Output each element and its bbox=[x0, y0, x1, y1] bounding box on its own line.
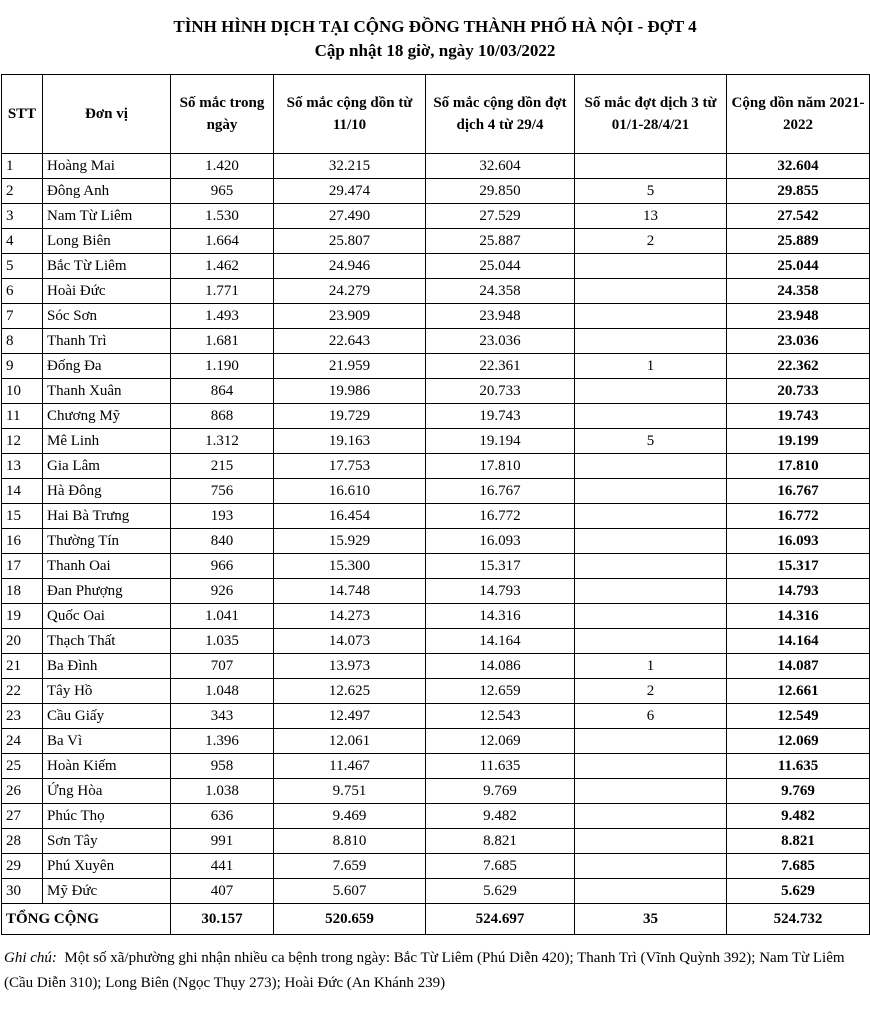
cell-stt: 15 bbox=[2, 504, 43, 529]
cell-wave3 bbox=[575, 804, 727, 829]
cell-since-1110: 19.986 bbox=[274, 379, 426, 404]
cell-wave4: 9.482 bbox=[426, 804, 575, 829]
cell-daily: 840 bbox=[171, 529, 274, 554]
cell-since-1110: 8.810 bbox=[274, 829, 426, 854]
cell-total: 25.044 bbox=[727, 254, 870, 279]
table-row bbox=[2, 779, 870, 804]
cell-daily: 756 bbox=[171, 479, 274, 504]
cell-since-1110: 12.061 bbox=[274, 729, 426, 754]
cell-unit: Thanh Trì bbox=[43, 329, 171, 354]
table-row bbox=[2, 579, 870, 604]
cell-stt: 22 bbox=[2, 679, 43, 704]
cell-unit: Bắc Từ Liêm bbox=[43, 254, 171, 279]
cell-wave4: 19.743 bbox=[426, 404, 575, 429]
cell-since-1110: 19.163 bbox=[274, 429, 426, 454]
cell-unit: Hoài Đức bbox=[43, 279, 171, 304]
header-total: Cộng dồn năm 2021-2022 bbox=[727, 75, 870, 154]
cell-unit: Sơn Tây bbox=[43, 829, 171, 854]
cell-unit: Nam Từ Liêm bbox=[43, 204, 171, 229]
cell-wave3 bbox=[575, 329, 727, 354]
table-body bbox=[2, 154, 870, 904]
cell-daily: 707 bbox=[171, 654, 274, 679]
footnote-label: Ghi chú: bbox=[4, 950, 57, 966]
cell-unit: Cầu Giấy bbox=[43, 704, 171, 729]
cell-wave4: 23.036 bbox=[426, 329, 575, 354]
cell-daily: 1.493 bbox=[171, 304, 274, 329]
cell-stt: 25 bbox=[2, 754, 43, 779]
header-wave3: Số mắc đợt dịch 3 từ 01/1-28/4/21 bbox=[575, 75, 727, 154]
cell-daily: 958 bbox=[171, 754, 274, 779]
cell-unit: Ứng Hòa bbox=[43, 779, 171, 804]
cell-total: 16.772 bbox=[727, 504, 870, 529]
cell-wave4: 16.772 bbox=[426, 504, 575, 529]
cell-wave4: 20.733 bbox=[426, 379, 575, 404]
cell-stt: 5 bbox=[2, 254, 43, 279]
cell-total: 14.793 bbox=[727, 579, 870, 604]
cell-stt: 24 bbox=[2, 729, 43, 754]
cell-total: 14.164 bbox=[727, 629, 870, 654]
cell-unit: Hoàng Mai bbox=[43, 154, 171, 179]
cell-wave4: 15.317 bbox=[426, 554, 575, 579]
table-row bbox=[2, 604, 870, 629]
table-row bbox=[2, 829, 870, 854]
cell-stt: 16 bbox=[2, 529, 43, 554]
cell-stt: 29 bbox=[2, 854, 43, 879]
cell-wave4: 22.361 bbox=[426, 354, 575, 379]
cell-daily: 966 bbox=[171, 554, 274, 579]
totals-label: TỔNG CỘNG bbox=[2, 904, 171, 935]
table-row bbox=[2, 179, 870, 204]
cell-daily: 1.041 bbox=[171, 604, 274, 629]
cell-wave4: 24.358 bbox=[426, 279, 575, 304]
cell-stt: 8 bbox=[2, 329, 43, 354]
table-row bbox=[2, 429, 870, 454]
table-row bbox=[2, 754, 870, 779]
cell-since-1110: 25.807 bbox=[274, 229, 426, 254]
cell-wave3 bbox=[575, 454, 727, 479]
header-unit: Đơn vị bbox=[43, 75, 171, 154]
cell-wave4: 25.887 bbox=[426, 229, 575, 254]
table-row bbox=[2, 854, 870, 879]
cell-daily: 1.048 bbox=[171, 679, 274, 704]
cell-wave4: 17.810 bbox=[426, 454, 575, 479]
cell-wave3 bbox=[575, 629, 727, 654]
cell-wave4: 32.604 bbox=[426, 154, 575, 179]
cell-wave3 bbox=[575, 779, 727, 804]
cell-wave4: 9.769 bbox=[426, 779, 575, 804]
cell-unit: Thường Tín bbox=[43, 529, 171, 554]
cell-since-1110: 14.273 bbox=[274, 604, 426, 629]
cell-unit: Thạch Thất bbox=[43, 629, 171, 654]
totals-wave3: 35 bbox=[575, 904, 727, 935]
cell-total: 9.769 bbox=[727, 779, 870, 804]
cell-wave3 bbox=[575, 579, 727, 604]
cell-since-1110: 12.497 bbox=[274, 704, 426, 729]
cell-total: 29.855 bbox=[727, 179, 870, 204]
cell-stt: 18 bbox=[2, 579, 43, 604]
cell-daily: 1.530 bbox=[171, 204, 274, 229]
cell-wave3 bbox=[575, 604, 727, 629]
cell-stt: 26 bbox=[2, 779, 43, 804]
table-row bbox=[2, 654, 870, 679]
cell-total: 23.948 bbox=[727, 304, 870, 329]
cell-wave3: 5 bbox=[575, 429, 727, 454]
cell-unit: Ba Vì bbox=[43, 729, 171, 754]
cell-unit: Long Biên bbox=[43, 229, 171, 254]
cell-unit: Hai Bà Trưng bbox=[43, 504, 171, 529]
cell-wave3 bbox=[575, 254, 727, 279]
table-row bbox=[2, 479, 870, 504]
cell-wave4: 23.948 bbox=[426, 304, 575, 329]
cell-wave3 bbox=[575, 829, 727, 854]
cell-total: 32.604 bbox=[727, 154, 870, 179]
cell-unit: Hoàn Kiếm bbox=[43, 754, 171, 779]
cell-wave4: 27.529 bbox=[426, 204, 575, 229]
cell-stt: 10 bbox=[2, 379, 43, 404]
cell-daily: 215 bbox=[171, 454, 274, 479]
cell-since-1110: 5.607 bbox=[274, 879, 426, 904]
cell-wave3: 1 bbox=[575, 354, 727, 379]
cell-wave4: 8.821 bbox=[426, 829, 575, 854]
cell-unit: Quốc Oai bbox=[43, 604, 171, 629]
cell-wave3: 6 bbox=[575, 704, 727, 729]
table-row bbox=[2, 729, 870, 754]
cell-since-1110: 13.973 bbox=[274, 654, 426, 679]
cell-wave3 bbox=[575, 404, 727, 429]
table-row bbox=[2, 629, 870, 654]
cell-total: 16.767 bbox=[727, 479, 870, 504]
cell-total: 19.743 bbox=[727, 404, 870, 429]
cell-total: 22.362 bbox=[727, 354, 870, 379]
table-row bbox=[2, 554, 870, 579]
cell-daily: 343 bbox=[171, 704, 274, 729]
cell-stt: 11 bbox=[2, 404, 43, 429]
cell-total: 19.199 bbox=[727, 429, 870, 454]
totals-total: 524.732 bbox=[727, 904, 870, 935]
cell-total: 5.629 bbox=[727, 879, 870, 904]
cell-since-1110: 14.748 bbox=[274, 579, 426, 604]
cell-daily: 868 bbox=[171, 404, 274, 429]
table-row bbox=[2, 229, 870, 254]
cell-wave3 bbox=[575, 504, 727, 529]
header-stt: STT bbox=[2, 75, 43, 154]
cell-unit: Phú Xuyên bbox=[43, 854, 171, 879]
cell-stt: 23 bbox=[2, 704, 43, 729]
cell-daily: 1.681 bbox=[171, 329, 274, 354]
cell-stt: 7 bbox=[2, 304, 43, 329]
cell-stt: 17 bbox=[2, 554, 43, 579]
cell-wave4: 16.093 bbox=[426, 529, 575, 554]
cell-wave4: 14.793 bbox=[426, 579, 575, 604]
totals-wave4: 524.697 bbox=[426, 904, 575, 935]
cell-stt: 14 bbox=[2, 479, 43, 504]
cell-total: 9.482 bbox=[727, 804, 870, 829]
cell-since-1110: 7.659 bbox=[274, 854, 426, 879]
cell-wave4: 29.850 bbox=[426, 179, 575, 204]
cell-unit: Phúc Thọ bbox=[43, 804, 171, 829]
cell-wave3 bbox=[575, 529, 727, 554]
table-row bbox=[2, 804, 870, 829]
footnote-text: Một số xã/phường ghi nhận nhiều ca bệnh trong ngày: Bắc Từ Liêm (Phú Diễn 420); Thanh Trì (Vĩnh Quỳnh 392); Nam Từ Liêm (Cầu Diễn 310); Long Biên (Ngọc Thụy 273); Hoài Đức (An Khánh 239) bbox=[4, 950, 845, 991]
cell-since-1110: 16.610 bbox=[274, 479, 426, 504]
table-row bbox=[2, 329, 870, 354]
cell-wave4: 12.069 bbox=[426, 729, 575, 754]
cell-total: 12.661 bbox=[727, 679, 870, 704]
cell-stt: 2 bbox=[2, 179, 43, 204]
cell-wave3 bbox=[575, 379, 727, 404]
cell-wave3: 2 bbox=[575, 229, 727, 254]
table-row bbox=[2, 154, 870, 179]
cell-daily: 1.462 bbox=[171, 254, 274, 279]
cell-total: 23.036 bbox=[727, 329, 870, 354]
table-row bbox=[2, 529, 870, 554]
cell-unit: Tây Hồ bbox=[43, 679, 171, 704]
cell-unit: Hà Đông bbox=[43, 479, 171, 504]
cell-since-1110: 15.929 bbox=[274, 529, 426, 554]
cell-daily: 1.312 bbox=[171, 429, 274, 454]
cell-unit: Mỹ Đức bbox=[43, 879, 171, 904]
cell-wave4: 16.767 bbox=[426, 479, 575, 504]
table-row bbox=[2, 704, 870, 729]
cell-daily: 1.771 bbox=[171, 279, 274, 304]
table-row bbox=[2, 879, 870, 904]
cell-total: 15.317 bbox=[727, 554, 870, 579]
cell-daily: 1.396 bbox=[171, 729, 274, 754]
cell-since-1110: 15.300 bbox=[274, 554, 426, 579]
cell-daily: 441 bbox=[171, 854, 274, 879]
cell-wave3 bbox=[575, 554, 727, 579]
cell-stt: 27 bbox=[2, 804, 43, 829]
cell-stt: 28 bbox=[2, 829, 43, 854]
cell-wave4: 5.629 bbox=[426, 879, 575, 904]
cell-total: 25.889 bbox=[727, 229, 870, 254]
cell-total: 27.542 bbox=[727, 204, 870, 229]
cell-wave4: 7.685 bbox=[426, 854, 575, 879]
table-row bbox=[2, 279, 870, 304]
cell-stt: 21 bbox=[2, 654, 43, 679]
header-since-1110: Số mắc cộng dồn từ 11/10 bbox=[274, 75, 426, 154]
cell-unit: Thanh Oai bbox=[43, 554, 171, 579]
cell-stt: 20 bbox=[2, 629, 43, 654]
cell-since-1110: 32.215 bbox=[274, 154, 426, 179]
cell-wave3 bbox=[575, 879, 727, 904]
cell-unit: Đông Anh bbox=[43, 179, 171, 204]
cell-daily: 1.420 bbox=[171, 154, 274, 179]
table-row bbox=[2, 404, 870, 429]
cell-wave3: 2 bbox=[575, 679, 727, 704]
cell-stt: 12 bbox=[2, 429, 43, 454]
cell-daily: 965 bbox=[171, 179, 274, 204]
table-row bbox=[2, 454, 870, 479]
cell-since-1110: 9.751 bbox=[274, 779, 426, 804]
cell-total: 20.733 bbox=[727, 379, 870, 404]
cell-wave3 bbox=[575, 279, 727, 304]
cell-wave4: 25.044 bbox=[426, 254, 575, 279]
cell-wave3 bbox=[575, 754, 727, 779]
cell-stt: 3 bbox=[2, 204, 43, 229]
cell-since-1110: 11.467 bbox=[274, 754, 426, 779]
cell-wave4: 14.164 bbox=[426, 629, 575, 654]
cell-since-1110: 24.946 bbox=[274, 254, 426, 279]
cell-unit: Chương Mỹ bbox=[43, 404, 171, 429]
cell-daily: 1.664 bbox=[171, 229, 274, 254]
cell-unit: Đống Đa bbox=[43, 354, 171, 379]
header-daily: Số mắc trong ngày bbox=[171, 75, 274, 154]
table-row bbox=[2, 504, 870, 529]
cell-total: 12.069 bbox=[727, 729, 870, 754]
cell-unit: Ba Đình bbox=[43, 654, 171, 679]
cell-wave4: 12.659 bbox=[426, 679, 575, 704]
cell-since-1110: 24.279 bbox=[274, 279, 426, 304]
cell-daily: 864 bbox=[171, 379, 274, 404]
cell-stt: 4 bbox=[2, 229, 43, 254]
table-header-row bbox=[2, 75, 870, 154]
table-row bbox=[2, 204, 870, 229]
cell-unit: Gia Lâm bbox=[43, 454, 171, 479]
cell-total: 11.635 bbox=[727, 754, 870, 779]
cell-daily: 926 bbox=[171, 579, 274, 604]
table-row bbox=[2, 304, 870, 329]
cell-stt: 30 bbox=[2, 879, 43, 904]
cell-wave3 bbox=[575, 304, 727, 329]
cell-since-1110: 22.643 bbox=[274, 329, 426, 354]
cell-since-1110: 17.753 bbox=[274, 454, 426, 479]
table-row bbox=[2, 679, 870, 704]
table-row bbox=[2, 379, 870, 404]
cell-wave3: 1 bbox=[575, 654, 727, 679]
cell-daily: 1.190 bbox=[171, 354, 274, 379]
cell-wave4: 11.635 bbox=[426, 754, 575, 779]
cases-table bbox=[1, 74, 870, 935]
cell-stt: 19 bbox=[2, 604, 43, 629]
cell-total: 16.093 bbox=[727, 529, 870, 554]
totals-since-1110: 520.659 bbox=[274, 904, 426, 935]
footnote bbox=[4, 946, 866, 996]
table-row bbox=[2, 354, 870, 379]
cell-total: 14.087 bbox=[727, 654, 870, 679]
cell-wave4: 14.316 bbox=[426, 604, 575, 629]
cell-since-1110: 9.469 bbox=[274, 804, 426, 829]
cell-since-1110: 27.490 bbox=[274, 204, 426, 229]
cell-unit: Sóc Sơn bbox=[43, 304, 171, 329]
cell-since-1110: 21.959 bbox=[274, 354, 426, 379]
cell-total: 12.549 bbox=[727, 704, 870, 729]
cell-wave3 bbox=[575, 479, 727, 504]
cell-total: 17.810 bbox=[727, 454, 870, 479]
totals-daily: 30.157 bbox=[171, 904, 274, 935]
cell-since-1110: 23.909 bbox=[274, 304, 426, 329]
cell-stt: 1 bbox=[2, 154, 43, 179]
cell-stt: 9 bbox=[2, 354, 43, 379]
cell-wave3 bbox=[575, 854, 727, 879]
cell-since-1110: 19.729 bbox=[274, 404, 426, 429]
cell-since-1110: 14.073 bbox=[274, 629, 426, 654]
cell-wave3 bbox=[575, 729, 727, 754]
cell-daily: 1.038 bbox=[171, 779, 274, 804]
totals-row bbox=[2, 904, 870, 935]
cell-total: 24.358 bbox=[727, 279, 870, 304]
cell-stt: 6 bbox=[2, 279, 43, 304]
cell-wave3 bbox=[575, 154, 727, 179]
cell-wave4: 19.194 bbox=[426, 429, 575, 454]
cell-total: 7.685 bbox=[727, 854, 870, 879]
cell-wave4: 14.086 bbox=[426, 654, 575, 679]
header-wave4: Số mắc cộng dồn đợt dịch 4 từ 29/4 bbox=[426, 75, 575, 154]
cell-total: 8.821 bbox=[727, 829, 870, 854]
cell-total: 14.316 bbox=[727, 604, 870, 629]
cell-wave3: 13 bbox=[575, 204, 727, 229]
report-subtitle: Cập nhật 18 giờ, ngày 10/03/2022 bbox=[314, 41, 556, 60]
cell-wave3: 5 bbox=[575, 179, 727, 204]
cell-daily: 193 bbox=[171, 504, 274, 529]
cell-daily: 1.035 bbox=[171, 629, 274, 654]
cell-since-1110: 12.625 bbox=[274, 679, 426, 704]
report-title: TÌNH HÌNH DỊCH TẠI CỘNG ĐỒNG THÀNH PHỐ HÀ NỘI - ĐỢT 4 bbox=[173, 17, 697, 36]
cell-wave4: 12.543 bbox=[426, 704, 575, 729]
cell-since-1110: 16.454 bbox=[274, 504, 426, 529]
cell-stt: 13 bbox=[2, 454, 43, 479]
cell-unit: Mê Linh bbox=[43, 429, 171, 454]
cell-unit: Đan Phượng bbox=[43, 579, 171, 604]
cell-daily: 407 bbox=[171, 879, 274, 904]
table-row bbox=[2, 254, 870, 279]
cell-daily: 636 bbox=[171, 804, 274, 829]
cell-daily: 991 bbox=[171, 829, 274, 854]
cell-unit: Thanh Xuân bbox=[43, 379, 171, 404]
cell-since-1110: 29.474 bbox=[274, 179, 426, 204]
